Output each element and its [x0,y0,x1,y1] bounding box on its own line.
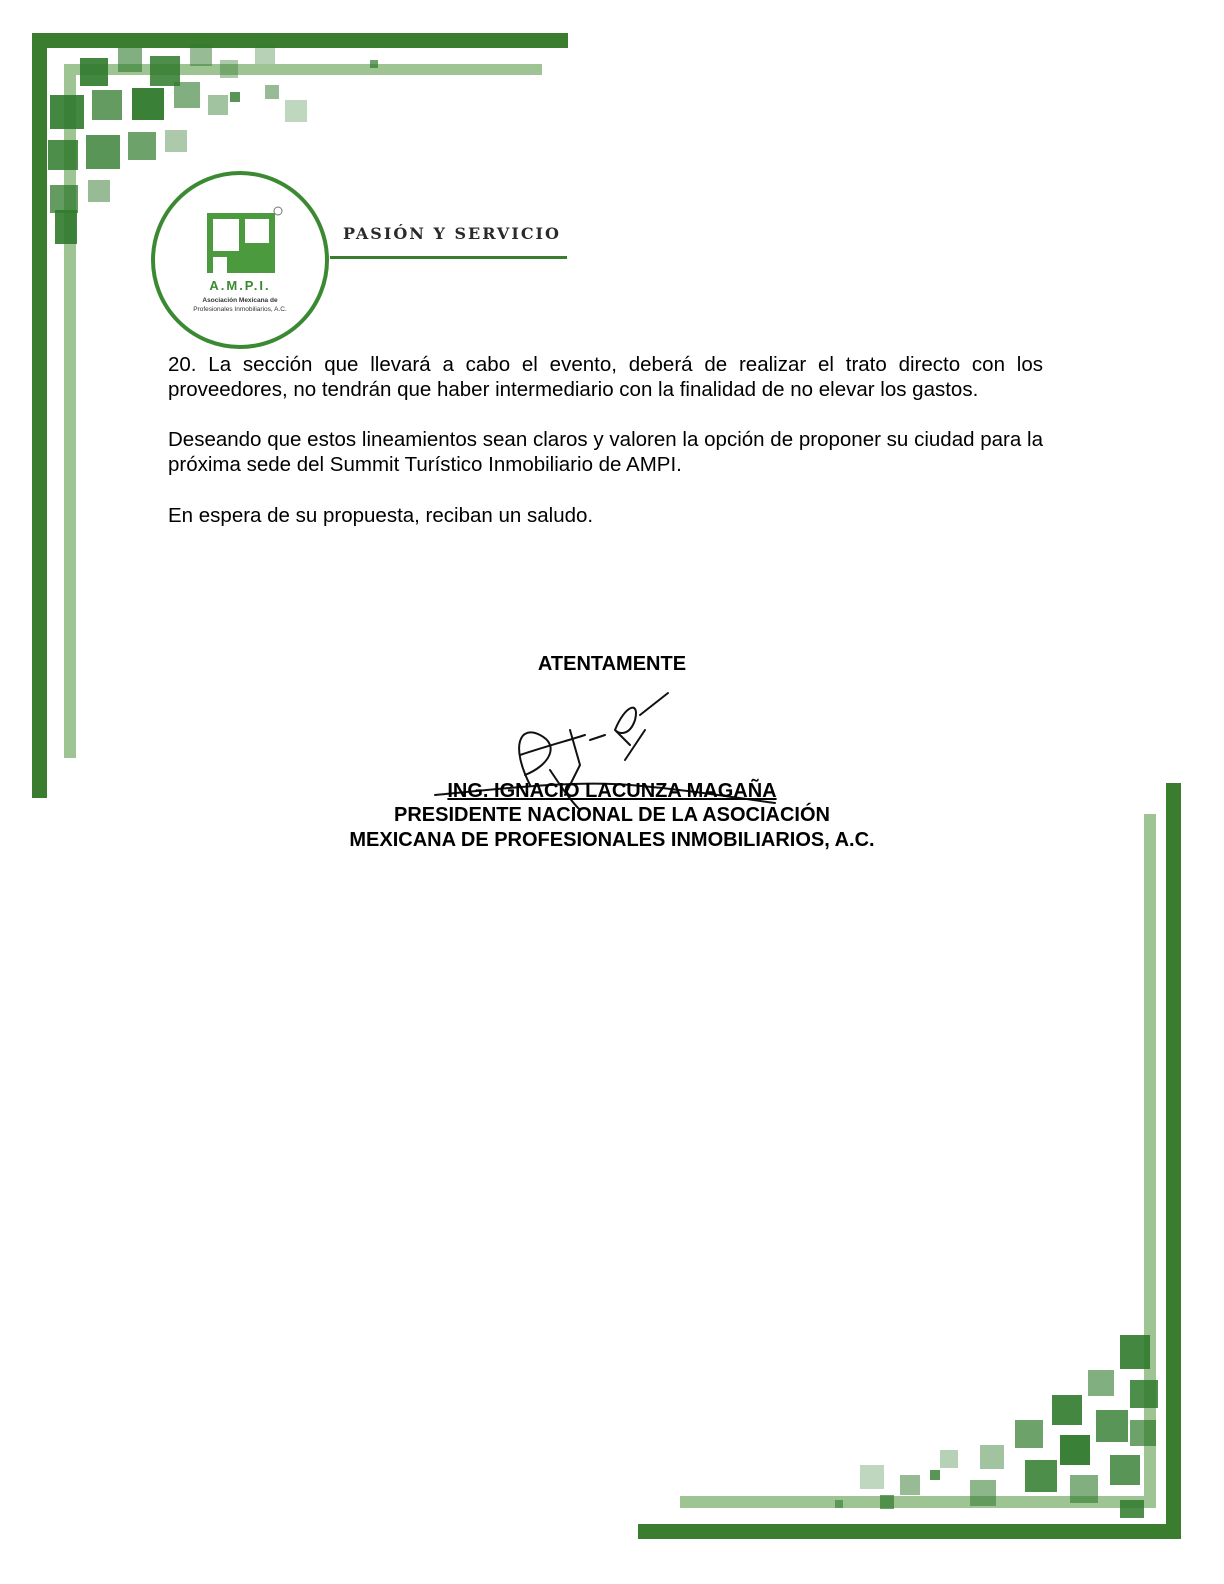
logo-acronym: A.M.P.I. [209,278,271,293]
paragraph-closing-wish: Deseando que estos lineamientos sean claros y valoren la opción de proponer su ciudad para la próxima sede del Summit Turístico Inmobiliario de AMPI. [168,428,1043,476]
decorative-squares-bottom-right [820,1320,1165,1525]
logo-subtitle-line1: Asociación Mexicana de [202,297,278,304]
paragraph-item-20: 20. La sección que llevará a cabo el evento, deberá de realizar el trato directo con los proveedores, no tendrán que haber intermediario con la finalidad de no elevar los gastos. [168,353,1043,401]
ampi-logo [150,170,330,350]
logo-subtitle-line2: Profesionales Inmobiliarios, A.C. [193,306,287,313]
frame-right-bar [1166,783,1181,1539]
tagline: PASIÓN Y SERVICIO [343,224,561,243]
signatory-title-line1: PRESIDENTE NACIONAL DE LA ASOCIACIÓN [394,804,830,826]
signatory-name: ING. IGNACIO LACUNZA MAGAÑA [447,780,777,802]
signatory-title-line2: MEXICANA DE PROFESIONALES INMOBILIARIOS, A.C. [349,829,875,851]
closing-word: ATENTAMENTE [537,653,687,675]
frame-bottom-bar [638,1524,1181,1539]
logo-circle-icon [150,170,330,350]
paragraph-greeting: En espera de su propuesta, reciban un saludo. [168,504,594,527]
tagline-underline [330,256,567,259]
